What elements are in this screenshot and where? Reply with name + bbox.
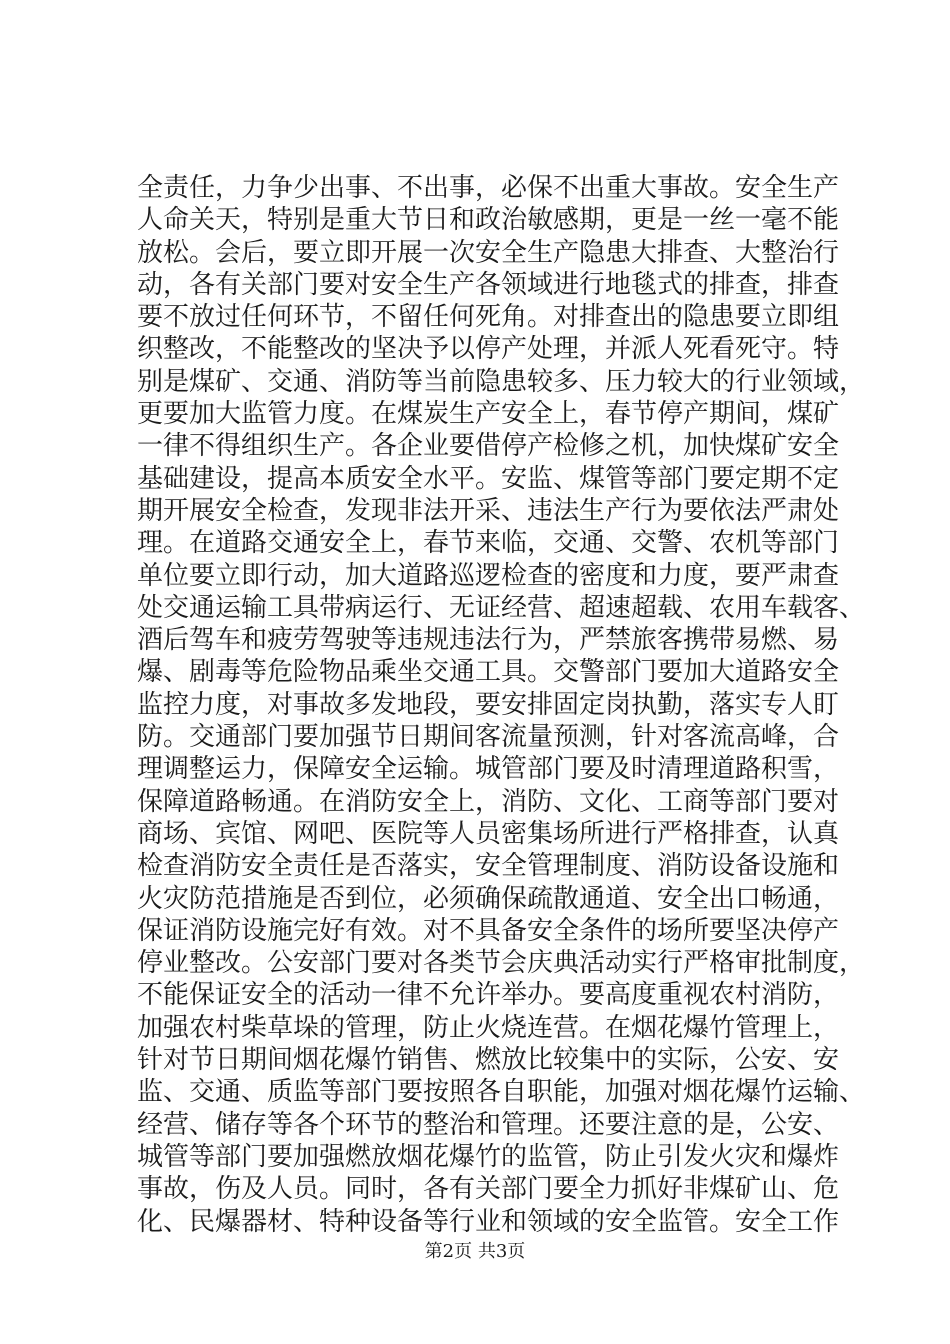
text-line: 放松。会后，要立即开展一次安全生产隐患大排查、大整治行	[137, 237, 840, 268]
text-line: 单位要立即行动，加大道路巡逻检查的密度和力度，要严肃查	[137, 560, 840, 591]
text-line: 酒后驾车和疲劳驾驶等违规违法行为，严禁旅客携带易燃、易	[137, 625, 840, 656]
text-line: 处交通运输工具带病运行、无证经营、超速超载、农用车载客、	[137, 592, 866, 623]
page-number-footer: 第2页 共3页	[424, 1241, 526, 1262]
text-line: 全责任，力争少出事、不出事，必保不出重大事故。安全生产	[137, 173, 840, 203]
text-line: 要不放过任何环节，不留任何死角。对排查出的隐患要立即组	[137, 302, 840, 333]
text-line: 爆、剧毒等危险物品乘坐交通工具。交警部门要加大道路安全	[137, 657, 840, 688]
text-line: 别是煤矿、交通、消防等当前隐患较多、压力较大的行业领域，	[137, 366, 866, 397]
text-line: 人命关天，特别是重大节日和政治敏感期，更是一丝一毫不能	[137, 205, 840, 236]
text-line: 检查消防安全责任是否落实，安全管理制度、消防设备设施和	[137, 851, 840, 882]
text-line: 织整改，不能整改的坚决予以停产处理，并派人死看死守。特	[137, 334, 840, 365]
text-line: 动，各有关部门要对安全生产各领域进行地毯式的排查，排查	[137, 269, 840, 300]
text-line: 针对节日期间烟花爆竹销售、燃放比较集中的实际，公安、安	[137, 1045, 840, 1076]
text-line: 一律不得组织生产。各企业要借停产检修之机，加快煤矿安全	[137, 431, 840, 462]
text-line: 理调整运力，保障安全运输。城管部门要及时清理道路积雪，	[137, 754, 840, 785]
text-line: 防。交通部门要加强节日期间客流量预测，针对客流高峰，合	[137, 722, 840, 753]
text-line: 城管等部门要加强燃放烟花爆竹的监管，防止引发火灾和爆炸	[137, 1141, 840, 1172]
text-line: 保障道路畅通。在消防安全上，消防、文化、工商等部门要对	[137, 786, 840, 817]
text-line: 经营、储存等各个环节的整治和管理。还要注意的是，公安、	[137, 1109, 840, 1140]
text-line: 保证消防设施完好有效。对不具备安全条件的场所要坚决停产	[137, 915, 840, 946]
text-line: 火灾防范措施是否到位，必须确保疏散通道、安全出口畅通，	[137, 883, 840, 914]
text-line: 监控力度，对事故多发地段，要安排固定岗执勤，落实专人盯	[137, 689, 840, 720]
text-line: 更要加大监管力度。在煤炭生产安全上，春节停产期间，煤矿	[137, 399, 840, 430]
document-body	[137, 172, 866, 1238]
text-line: 事故，伤及人员。同时，各有关部门要全力抓好非煤矿山、危	[137, 1174, 840, 1205]
text-line: 加强农村柴草垛的管理，防止火烧连营。在烟花爆竹管理上，	[137, 1012, 840, 1043]
text-line: 商场、宾馆、网吧、医院等人员密集场所进行严格排查，认真	[137, 818, 840, 849]
text-line: 基础建设，提高本质安全水平。安监、煤管等部门要定期不定	[137, 463, 840, 494]
text-line: 停业整改。公安部门要对各类节会庆典活动实行严格审批制度，	[137, 948, 866, 979]
text-line: 化、民爆器材、特种设备等行业和领域的安全监管。安全工作	[137, 1206, 840, 1237]
text-line: 监、交通、质监等部门要按照各自职能，加强对烟花爆竹运输、	[137, 1077, 866, 1108]
text-line: 理。在道路交通安全上，春节来临，交通、交警、农机等部门	[137, 528, 840, 559]
text-line: 期开展安全检查，发现非法开采、违法生产行为要依法严肃处	[137, 495, 840, 526]
text-line: 不能保证安全的活动一律不允许举办。要高度重视农村消防，	[137, 980, 840, 1011]
